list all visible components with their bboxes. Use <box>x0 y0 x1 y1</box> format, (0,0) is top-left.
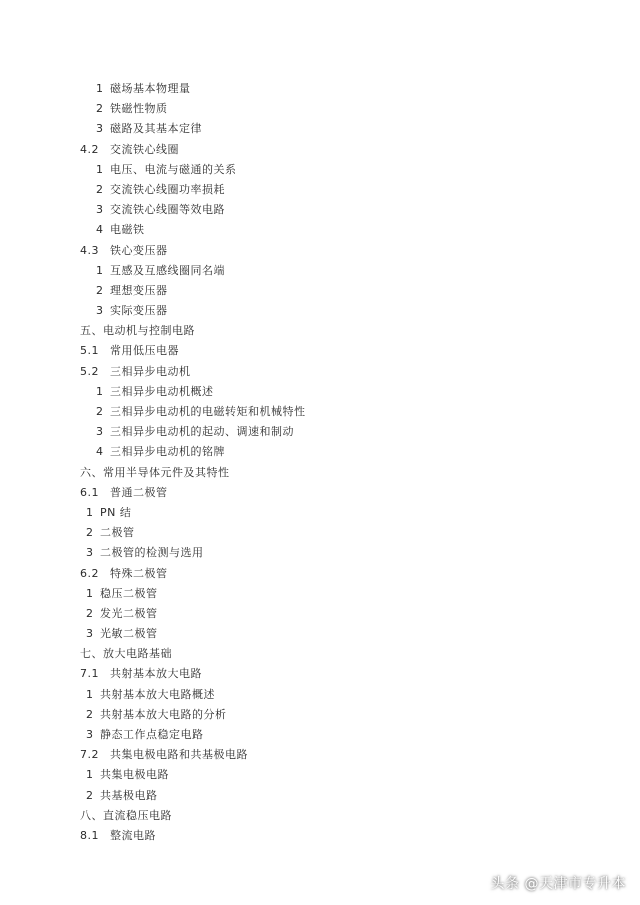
toc-text: 共集电极电路 <box>100 768 169 782</box>
toc-number: 5.1 <box>80 344 99 358</box>
toc-number: 5.2 <box>80 364 99 378</box>
toc-section <box>0 341 640 361</box>
toc-item <box>0 725 640 745</box>
toc-number: 3 <box>96 304 104 318</box>
toc-text: 实际变压器 <box>110 304 168 318</box>
toc-section <box>0 745 640 765</box>
toc-number: 8.1 <box>80 828 99 842</box>
toc-number: 3 <box>96 203 104 217</box>
toc-text: 稳压二极管 <box>100 586 158 600</box>
toc-text: 发光二极管 <box>100 606 158 620</box>
toc-item <box>0 119 640 139</box>
toc-text: 二极管 <box>100 526 135 540</box>
toc-number: 2 <box>86 526 94 540</box>
toc-number: 6.2 <box>80 566 99 580</box>
toc-text: 普通二极管 <box>110 485 168 499</box>
toc-text: 共基极电路 <box>100 788 158 802</box>
toc-item <box>0 442 640 462</box>
toc-number: 1 <box>96 384 104 398</box>
toc-number: 6.1 <box>80 485 99 499</box>
toc-number: 7.1 <box>80 667 99 681</box>
toc-text: 静态工作点稳定电路 <box>100 728 204 741</box>
toc-number: 2 <box>96 283 104 297</box>
toc-text: 电压、电流与磁通的关系 <box>110 162 237 176</box>
toc-chapter <box>0 463 640 483</box>
toc-number: 1 <box>96 82 104 95</box>
toc-text: 共射基本放大电路的分析 <box>100 707 227 721</box>
toc-text: 共射基本放大电路 <box>110 667 202 681</box>
toc-text: PN 结 <box>100 505 132 519</box>
toc-text: 三相异步电动机 <box>110 364 191 378</box>
toc-text: 电磁铁 <box>110 223 145 237</box>
toc-text: 二极管的检测与选用 <box>100 546 204 560</box>
toc-number: 4 <box>96 223 104 237</box>
toc-item <box>0 422 640 442</box>
toc-number: 2 <box>96 182 104 196</box>
toc-text: 磁路及其基本定律 <box>110 122 202 136</box>
toc-item <box>0 99 640 119</box>
toc-item <box>0 584 640 604</box>
toc-text: 三相异步电动机的起动、调速和制动 <box>110 425 294 439</box>
toc-number: 4.3 <box>80 243 99 257</box>
toc-chapter <box>0 644 640 664</box>
toc-item <box>0 160 640 180</box>
toc-text: 交流铁心线圈等效电路 <box>110 203 225 217</box>
watermark: 头条 @天津市专升本 <box>490 876 626 892</box>
toc-number: 1 <box>96 263 104 277</box>
toc-section <box>0 564 640 584</box>
toc-item <box>0 301 640 321</box>
toc-text: 五、电动机与控制电路 <box>80 324 195 338</box>
toc-text: 交流铁心线圈功率损耗 <box>110 182 225 196</box>
toc-text: 六、常用半导体元件及其特性 <box>80 465 230 479</box>
toc-item <box>0 624 640 644</box>
toc-item <box>0 220 640 240</box>
toc-item <box>0 503 640 523</box>
toc-text: 三相异步电动机概述 <box>110 384 214 398</box>
toc-text: 八、直流稳压电路 <box>80 808 172 822</box>
toc-item <box>0 604 640 624</box>
toc-number: 1 <box>86 768 94 782</box>
toc-section <box>0 826 640 846</box>
toc-number: 2 <box>86 707 94 721</box>
toc-text: 光敏二极管 <box>100 627 158 641</box>
toc-number: 3 <box>86 546 94 560</box>
toc-text: 特殊二极管 <box>110 566 168 580</box>
toc-number: 2 <box>86 788 94 802</box>
toc-text: 铁磁性物质 <box>110 102 168 116</box>
toc-item <box>0 402 640 422</box>
toc-number: 2 <box>96 102 104 116</box>
toc-chapter <box>0 806 640 826</box>
toc-number: 1 <box>86 687 94 701</box>
toc-number: 3 <box>86 627 94 641</box>
toc-text: 三相异步电动机的电磁转矩和机械特性 <box>110 405 306 418</box>
toc-text: 共射基本放大电路概述 <box>100 687 215 701</box>
toc-section <box>0 664 640 684</box>
toc-text: 交流铁心线圈 <box>110 142 179 156</box>
toc-number: 3 <box>96 122 104 136</box>
toc-number: 1 <box>86 505 94 519</box>
toc-item <box>0 382 640 402</box>
toc-section <box>0 483 640 503</box>
toc-item <box>0 523 640 543</box>
toc-text: 整流电路 <box>110 828 156 842</box>
toc-number: 2 <box>86 606 94 620</box>
toc-item <box>0 786 640 806</box>
toc-number: 7.2 <box>80 748 99 762</box>
toc-number: 1 <box>86 586 94 600</box>
toc-section <box>0 140 640 160</box>
toc-item <box>0 705 640 725</box>
toc-number: 4.2 <box>80 142 99 156</box>
toc-item <box>0 765 640 785</box>
toc-item <box>0 79 640 99</box>
toc-item <box>0 685 640 705</box>
toc-item <box>0 200 640 220</box>
toc-text: 磁场基本物理量 <box>110 82 191 95</box>
toc-text: 共集电极电路和共基极电路 <box>110 748 248 762</box>
toc-text: 理想变压器 <box>110 283 168 297</box>
toc-section <box>0 241 640 261</box>
toc-text: 三相异步电动机的铭牌 <box>110 445 225 459</box>
toc-item <box>0 180 640 200</box>
toc-number: 3 <box>96 425 104 439</box>
table-of-contents <box>0 79 640 846</box>
toc-text: 铁心变压器 <box>110 243 168 257</box>
toc-item <box>0 281 640 301</box>
toc-section <box>0 362 640 382</box>
toc-item <box>0 543 640 563</box>
toc-number: 1 <box>96 162 104 176</box>
toc-number: 4 <box>96 445 104 459</box>
toc-text: 常用低压电器 <box>110 344 179 358</box>
toc-text: 互感及互感线圈同名端 <box>110 263 225 277</box>
toc-number: 3 <box>86 728 94 741</box>
toc-chapter <box>0 321 640 341</box>
toc-number: 2 <box>96 405 104 418</box>
toc-text: 七、放大电路基础 <box>80 647 172 661</box>
toc-item <box>0 261 640 281</box>
